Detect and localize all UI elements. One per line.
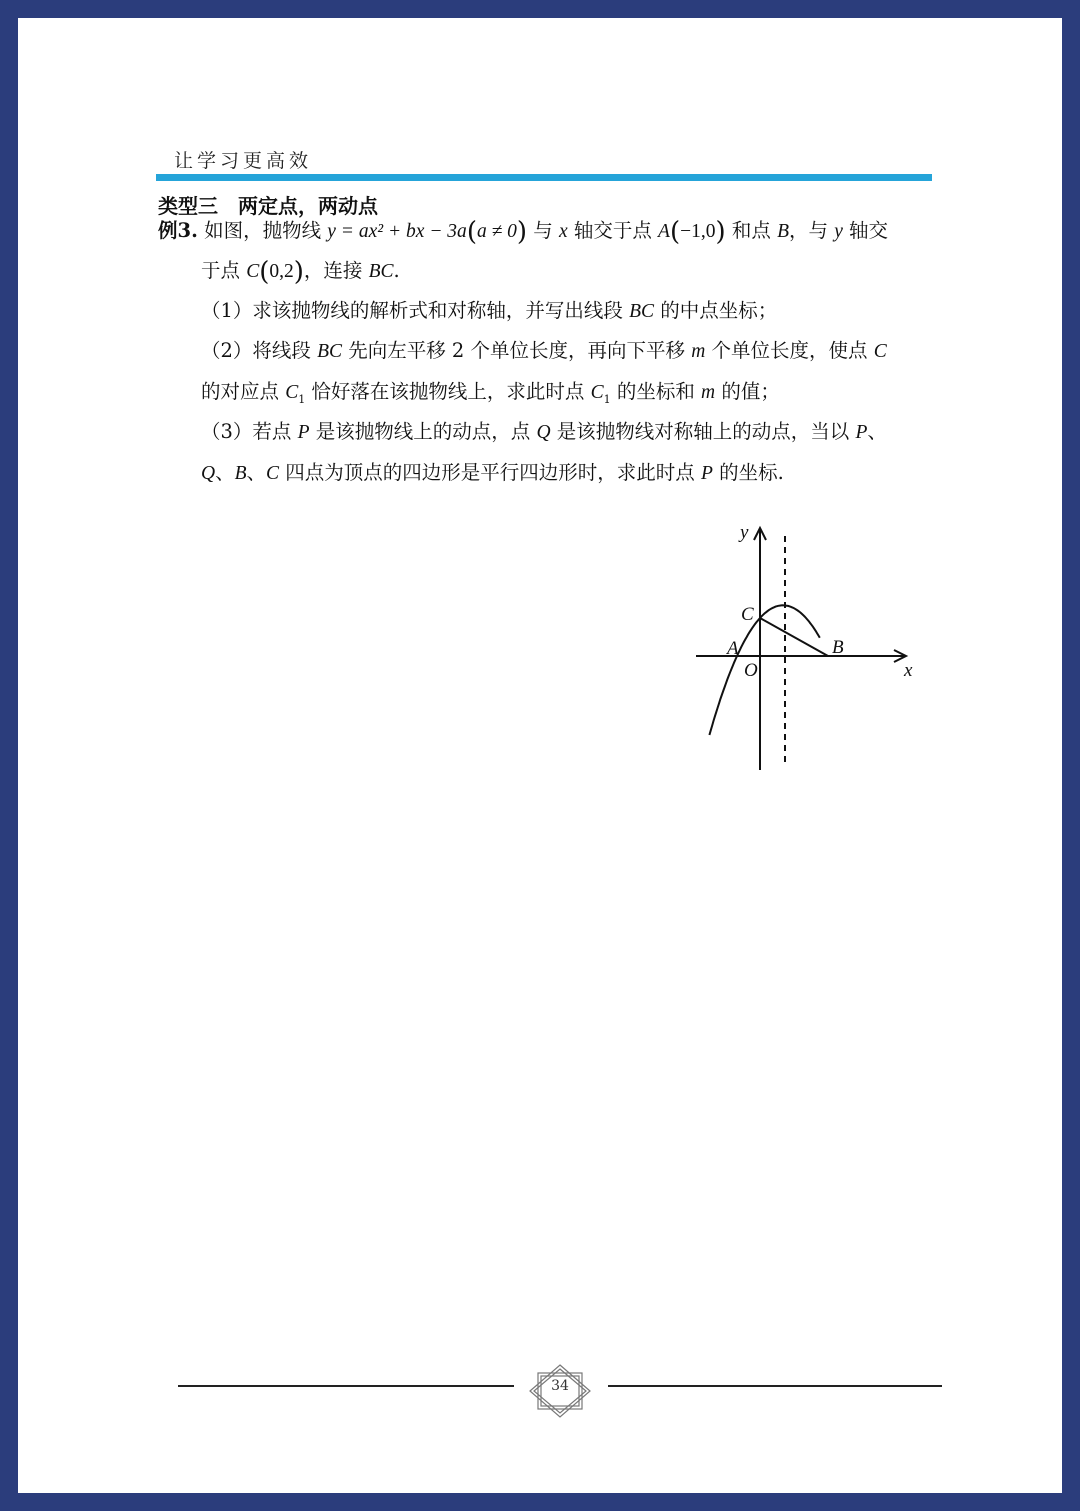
text: 是该抛物线对称轴上的动点，当以	[550, 420, 856, 443]
example-line-2: 于点 C(0,2)，连接 BC.	[201, 257, 400, 287]
header-slogan: 让学习更高效	[174, 150, 313, 172]
text: 个单位长度，使点	[705, 339, 874, 362]
question-3-line-2	[201, 459, 784, 488]
segment-BC: BC	[629, 301, 655, 322]
question-2-line-2	[201, 378, 780, 414]
page-number: 34	[551, 1378, 569, 1394]
text: 恰好落在该抛物线上，求此时点	[305, 380, 591, 403]
text: 、	[215, 461, 235, 484]
segment-BC: BC	[317, 341, 343, 362]
point-A: A	[658, 221, 670, 242]
question-1	[201, 297, 777, 326]
var-x: x	[558, 221, 568, 242]
var-m: m	[701, 382, 716, 403]
text: 于点	[201, 259, 247, 282]
text: （2）将线段	[201, 339, 318, 362]
segment-bc	[760, 618, 828, 656]
footer-rule-left	[178, 1385, 514, 1387]
point-C: C	[873, 341, 887, 362]
label-o: O	[744, 660, 758, 681]
text: 和点	[725, 219, 778, 242]
text: .	[393, 259, 400, 282]
label-b: B	[832, 637, 844, 658]
text: ，连接	[303, 259, 369, 282]
text: 轴交于点	[567, 219, 659, 242]
text: 先向左平移 2 个单位长度，再向下平移	[342, 339, 692, 362]
condition: a ≠ 0	[476, 221, 517, 242]
text: 四点为顶点的四边形是平行四边形时，求此时点	[279, 461, 701, 484]
question-2-line-1	[201, 337, 887, 366]
text: ，与	[788, 219, 835, 242]
example-line-1: 例3. 如图，抛物线 y = ax² + bx − 3a(a ≠ 0) 与 x 轴交于点 A(−1,0) 和点 B，与 y 轴交	[158, 217, 889, 247]
text: 的对应点	[201, 380, 286, 403]
text: 、	[246, 461, 267, 484]
label-c: C	[741, 604, 754, 625]
var-y: y	[834, 221, 843, 242]
point-Q: Q	[536, 422, 551, 443]
text: 、	[867, 420, 887, 443]
label-a: A	[727, 638, 739, 659]
point-B: B	[234, 463, 247, 484]
point-P: P	[855, 422, 868, 443]
subscript: 1	[298, 392, 306, 406]
point-C: C	[246, 261, 260, 282]
segment-BC: BC	[368, 261, 394, 282]
var-m: m	[691, 341, 706, 362]
document-page	[18, 18, 1062, 1493]
text: 的值；	[715, 380, 780, 403]
label-x: x	[904, 660, 913, 681]
text: 的坐标和	[610, 380, 702, 403]
parabola-curve	[709, 605, 819, 735]
text: （3）若点	[201, 420, 298, 443]
section-title: 类型三 两定点，两动点	[158, 194, 378, 218]
point-C: C	[266, 463, 280, 484]
point-B: B	[777, 221, 789, 242]
text: 与	[527, 219, 559, 242]
point-C-coord: 0,2	[269, 261, 294, 282]
point-A-coord: −1,0	[680, 221, 716, 242]
point-P: P	[297, 422, 310, 443]
text: 的中点坐标；	[654, 299, 778, 322]
parabola-figure	[692, 518, 932, 778]
text: 是该抛物线上的动点，点	[309, 420, 537, 443]
question-3-line-1	[201, 418, 887, 447]
example-label: 例3.	[158, 219, 198, 242]
text: 轴交	[842, 219, 889, 242]
point-P: P	[700, 463, 713, 484]
footer-rule-right	[608, 1385, 942, 1387]
text: （1）求该抛物线的解析式和对称轴，并写出线段	[201, 299, 630, 322]
subscript: 1	[603, 392, 611, 406]
text: 的坐标.	[712, 461, 784, 484]
header-rule	[156, 174, 932, 181]
label-y: y	[740, 522, 749, 543]
point-C1: C	[590, 382, 604, 403]
point-C1: C	[285, 382, 299, 403]
equation: y = ax² + bx − 3a	[327, 221, 467, 242]
text: 如图，抛物线	[204, 219, 328, 242]
point-Q: Q	[201, 463, 216, 484]
